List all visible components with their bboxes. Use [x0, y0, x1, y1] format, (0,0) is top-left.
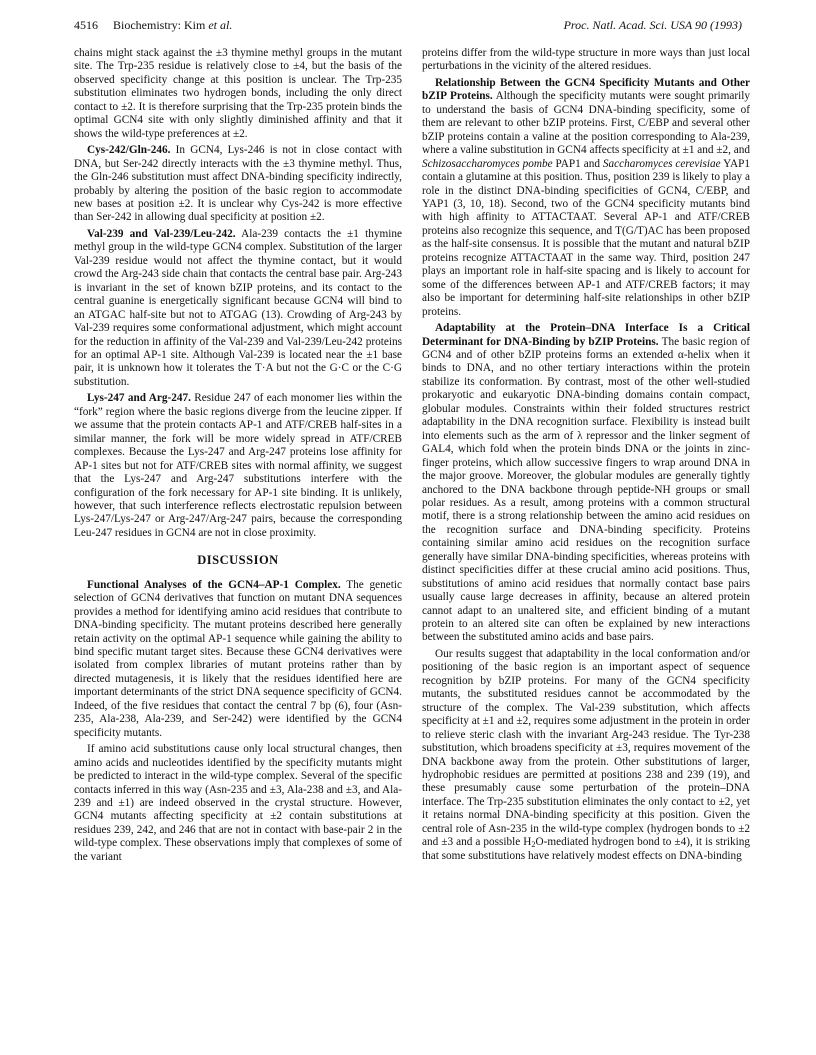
paragraph-results — [422, 648, 750, 863]
paragraph-text: Our results suggest that adaptability in the local conformation and/or positioning of the basic region is an important aspect of sequence recognition by bZIP proteins. For many of the GCN4 specificity mutants, the substituted residues cannot be accommodated by the structure of the complex. The Val-239 substitution, which affects specificity at ±1 and ±2, requires some adjustment in the protein in order to relieve steric clash with the invariant Arg-243 residue. The Tyr-238 substitution, which broadens specificity at ±3, requires movement of the DNA backbone away from the protein. Other substitutions of larger, hydrophobic residues are permitted at positions 238 and 239 (19), and these presumably cause some perturbation of the protein–DNA interface. The Trp-235 substitution eliminates the only contact to ±2, yet it retains normal DNA-binding specificity at this position. Given the central role of Asn-235 in the wild-type complex (hydrogen bonds to ±2 and ±3 and a possible — [422, 647, 750, 849]
authors-etal: et al. — [208, 18, 233, 32]
run-in-heading-cys242: Cys-242/Gln-246. — [87, 144, 171, 157]
run-in-heading-lys247: Lys-247 and Arg-247. — [87, 392, 191, 405]
paragraph-substitutions: If amino acid substitutions cause only local structural changes, then amino acids and nucleotides identified by the specificity mutants might be predicted to interact in the wild-type complex. Several of the specific contacts inferred in this way (Asn-235 and ±3, Ala-238 and ±3, and Ala-239 and ±1) are indeed observed in the crystal structure. However, GCN4 mutants affecting specificity at ±2 contain substitutions at residues 239, 242, and 246 that are not in contact with base-pair 2 in the wild-type complex. These observations imply that complexes of some of the variant — [74, 743, 402, 863]
running-header — [74, 15, 742, 35]
paragraph-text: PAP1 and — [552, 157, 603, 170]
header-left — [74, 15, 232, 35]
species-name: Saccharomyces cerevisiae — [602, 157, 721, 170]
paragraph-text: Residue 247 of each monomer lies within the “fork” region where the basic regions diverge from the leucine zipper. If we assume that the protein contacts AP-1 and ATF/CREB half-sites in a similar manner, the fork will be more widely spread in ATF/CREB complexes. Because the Lys-247 and Arg-247 proteins lose affinity for AP-1 sites but not for ATF/CREB sites with normal affinity, we suggest that the Lys-247 and Arg-247 substitutions interfere with the configuration of the fork necessary for AP-1 site binding. It is unlikely, however, that such interference reflects electrostatic repulsion between Lys-247/Lys-247 or Arg-247/Arg-247 pairs, because the corresponding Leu-247 residues in GCN4 are not in close proximity. — [74, 392, 402, 539]
page-number: 4516 — [74, 18, 98, 32]
journal-citation: Proc. Natl. Acad. Sci. USA 90 (1993) — [563, 18, 742, 32]
paragraph-continuation: chains might stack against the ±3 thymine methyl groups in the mutant site. The Trp-235 residue is relatively close to ±4, but the basis of the observed specificity change at this position is unclear. The Trp-235 substitution eliminates two hydrogen bonds, including the only direct contact to ±2. It is therefore surprising that the Trp-235 protein binds the optimal GCN4 site with only slightly diminished affinity and that it shows the wild-type preferences at ±2. — [74, 47, 402, 140]
paragraph-functional-analyses — [74, 579, 402, 740]
paragraph-text: The genetic selection of GCN4 derivatives that function on mutant DNA sequences provides a method for identifying amino acid residues that contribute to DNA-binding specificity. The mutant proteins described here generally retain activity on the optimal AP-1 sequence while gaining the ability to bind specific mutant target sites. Because these GCN4 derivatives were isolated from complex libraries of mutant proteins rather than by directed mutagenesis, it is likely that the residues identified here are important determinants of the strict DNA sequence specificity of GCN4. Indeed, of the five residues that contact the central 7 bp (6), four (Asn-235, Ala-238, Ala-239, and Ser-242) were identified by the GCN4 specificity mutants. — [74, 578, 402, 739]
paragraph-continuation: proteins differ from the wild-type structure in more ways than just local perturbations in the vicinity of the altered residues. — [422, 47, 750, 73]
run-in-heading-adaptability: Adaptability at the Protein–DNA Interface Is a Critical Determinant for DNA-Binding by bZIP Proteins. — [422, 322, 750, 348]
formula-subscript: 2 — [531, 840, 536, 850]
paragraph-text: -mediated hydrogen bond to ±4), it is striking that some substitutions have relatively modest effects on DNA-binding — [422, 836, 750, 862]
species-name: Schizosaccharomyces pombe — [422, 157, 553, 170]
paragraph-val239 — [74, 228, 402, 389]
paragraph-text: YAP1 contain a glutamine at this position. Thus, position 239 is likely to play a role in the distinct DNA-binding specificities of GCN4, C/EBP, and YAP1 (3, 10, 18). Second, two of the GCN4 specificity mutants bind with high affinity to ATTACTAAT. Several AP-1 and ATF/CREB proteins also recognize this sequence, and T(G/T)AC has been proposed as the half-site consensus. It is possible that the mutant and natural bZIP proteins recognize ATTACTAAT in the same way. Third, position 247 plays an important role in half-site spacing and is likely to account for some of the differences between AP-1 and ATF/CREB factors; it may also be important for determining half-site relationships in other bZIP proteins. — [422, 157, 750, 318]
paragraph-cys242-gln246 — [74, 144, 402, 225]
formula-o: O — [535, 836, 544, 849]
paragraph-text: Although the specificity mutants were sought primarily to understand the basis of GCN4 DNA-binding specificity, some of them are relevant to other bZIP proteins. First, C/EBP and several other bZIP proteins contain a valine at the position corresponding to Ala-239, where a valine substitution in GCN4 affects specificity at ±1 and ±2, and — [422, 90, 750, 157]
paragraph-relationship — [422, 77, 750, 319]
paragraph-lys247 — [74, 392, 402, 540]
paragraph-text: The basic region of GCN4 and of other bZIP proteins forms an extended α-helix when it binds to DNA, and no other tertiary interactions within the protein stabilize its conformation. By contrast, most of the other well-studied prokaryotic and eukaryotic DNA-binding domains contain compact, globular modules. Constraints within their folded structures restrict adaptability in the DNA recognition surface. Flexibility is instead built into elements such as the arm of λ repressor and the linker segment of GAL4, which fold when the protein binds DNA or the joints in zinc-finger proteins, which allow successive fingers to wrap around DNA in the major groove. Moreover, the globular modules are generally tightly anchored to the DNA backbone through peptide-NH groups or small polar residues. As a result, among proteins with a common structural motif, there is a strong relationship between the amino acid residues on the recognition surface and DNA-binding specificity. Proteins containing similar amino acid residues on the recognition surface generally have similar DNA-binding specificities, whereas proteins with distinct specificities differ at these crucial amino acid positions. Thus, substitutions of amino acid residues that normally contact base pairs usually cause large decreases in affinity, because an altered protein cannot adapt to an unaltered site, and efficient binding of a mutant protein to an altered site can often be explained by new interactions between the substituted amino acids and base pairs. — [422, 335, 750, 644]
paragraph-text: Ala-239 contacts the ±1 thymine methyl group in the wild-type GCN4 complex. Substitution of the larger Val-239 residue would not affect the thymine contact, but it would crowd the Arg-243 side chain that contacts the central base pair. Arg-243 is invariant in the set of known bZIP proteins, and its contact to the central guanine is energetically significant because GCN4 will bind to an ATGAC half-site but not to ATGAG (13). Crowding of Arg-243 by Val-239 requires some conformational adjustment, which might account for the reduction in affinity of the Val-239 and Val-239/Leu-242 proteins for an optimal AP-1 site. Although Val-239 is located near the ±1 base pair, it is unknown how it tolerates the T·A but not the G·C or the C·G substitution. — [74, 227, 402, 388]
run-in-heading-relationship: Relationship Between the GCN4 Specificity Mutants and Other bZIP Proteins. — [422, 76, 750, 103]
right-column — [422, 47, 750, 863]
formula-h: H — [523, 836, 532, 849]
paragraph-adaptability — [422, 322, 750, 645]
paragraph-text: In GCN4, Lys-246 is not in close contact with DNA, but Ser-242 directly interacts with the ±3 thymine methyl. Thus, the Gln-246 substitution must affect DNA-binding specificity indirectly, probably by altering the position of the basic region to accommodate new bases at position ±2. It is unclear why Cys-242 is more effective than Ser-242 in allowing dual specificity at position ±2. — [74, 144, 402, 224]
run-in-heading-val239: Val-239 and Val-239/Leu-242. — [87, 227, 236, 240]
left-column — [74, 47, 402, 864]
section-heading-discussion: DISCUSSION — [197, 553, 279, 568]
journal-short-title: Biochemistry: Kim — [113, 18, 209, 32]
run-in-heading-functional: Functional Analyses of the GCN4–AP-1 Complex. — [87, 578, 341, 591]
